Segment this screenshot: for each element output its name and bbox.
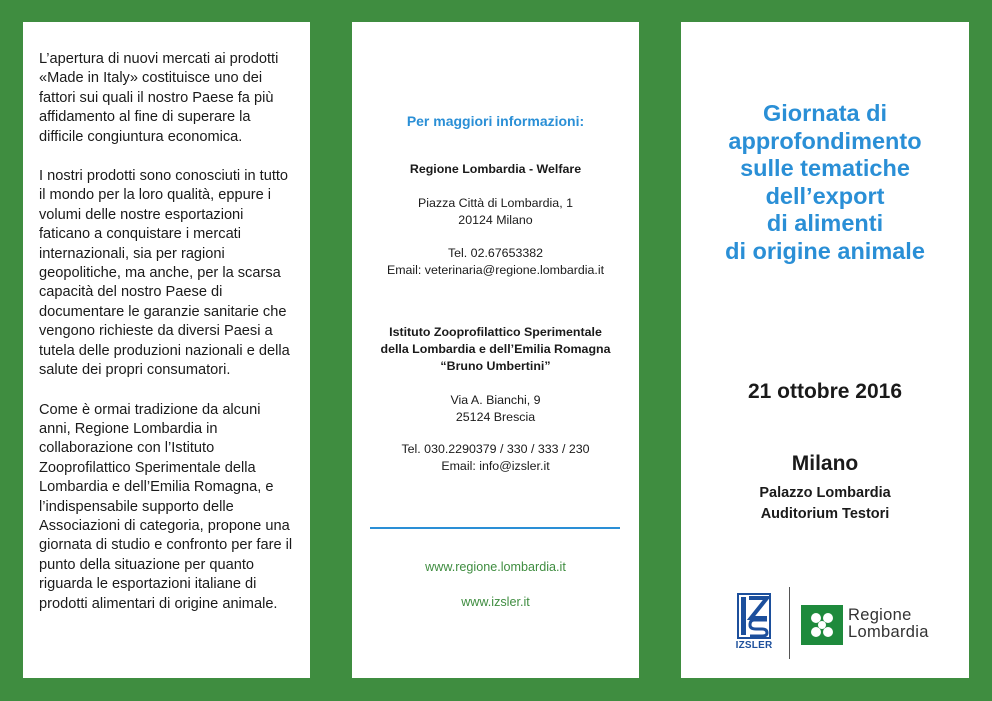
contact2-name-line3: “Bruno Umbertini” <box>440 359 551 373</box>
contact1-email[interactable]: Email: veterinaria@regione.lombardia.it <box>386 263 605 277</box>
regione-logo-line2: Lombardia <box>848 623 929 641</box>
tradition-paragraph: Come è ormai tradizione da alcuni anni, Regione Lombardia in collaborazione con l’Istituto Zooprofilattico Sperimentale della Lombardia e dell’Emilia Romagna, e l’indispensabile supporto delle Associazioni di categoria, propone una giornata di studio e confronto per fare il punto della situazione per quanto riguarda le esportazioni italiane di prodotti alimentari di origine animale. <box>39 401 293 612</box>
right-panel <box>681 22 969 678</box>
contact2-name <box>352 324 639 375</box>
event-venue <box>681 483 969 525</box>
regione-lombardia-logo-icon <box>801 605 843 645</box>
info-title: Per maggiori informazioni: <box>406 113 585 129</box>
contact2-phone: Tel. 030.2290379 / 330 / 333 / 230 <box>401 442 590 456</box>
contact1-contacts <box>352 245 639 279</box>
contact2-name-line1: Istituto Zooprofilattico Sperimentale <box>389 325 602 339</box>
contact1-phone: Tel. 02.67653382 <box>447 246 544 260</box>
venue-line2: Auditorium Testori <box>760 506 890 522</box>
event-date: 21 ottobre 2016 <box>747 380 903 403</box>
contact2-address <box>352 392 639 426</box>
event-title-line: di origine animale <box>725 237 925 264</box>
logo-divider <box>789 587 790 659</box>
divider-line <box>370 527 620 529</box>
regione-logo-line1: Regione <box>848 606 912 624</box>
middle-panel <box>352 22 639 678</box>
event-title <box>681 100 969 265</box>
contact2-contacts <box>352 441 639 475</box>
event-city: Milano <box>791 452 859 475</box>
event-title-line: di alimenti <box>766 210 884 236</box>
regione-link[interactable]: www.regione.lombardia.it <box>425 560 566 574</box>
venue-line1: Palazzo Lombardia <box>759 485 891 501</box>
contact1-address-line2: 20124 Milano <box>458 213 533 227</box>
products-paragraph: I nostri prodotti sono conosciuti in tutto il mondo per la loro qualità, eppure i volumi delle nostre esportazioni faticano a conquistare i mercati internazionali, sia per ragioni geopolitiche, ma anche, per la scarsa capacità del nostro Paese di documentare le garanzie sanitarie che vengono richieste da diversi Paesi a tutela delle produzioni nazionali e della salute dei propri consumatori. <box>39 168 290 379</box>
contact2-address-line1: Via A. Bianchi, 9 <box>450 393 541 407</box>
contact2-address-line2: 25124 Brescia <box>455 410 536 424</box>
izsler-logo-text: IZSLER <box>735 640 773 651</box>
event-title-line: dell’export <box>765 182 885 209</box>
contact2-email[interactable]: Email: info@izsler.it <box>441 459 550 473</box>
contact1-name: Regione Lombardia - Welfare <box>409 162 582 176</box>
contact1-address-line1: Piazza Città di Lombardia, 1 <box>418 196 573 210</box>
contact1-address <box>352 195 639 229</box>
left-panel <box>23 22 310 678</box>
event-title-line: approfondimento <box>728 127 922 154</box>
contact2-name-line2: della Lombardia e dell’Emilia Romagna <box>380 342 611 356</box>
event-title-line: sulle tematiche <box>740 155 910 181</box>
regione-lombardia-logo-text <box>848 607 929 641</box>
event-title-line: Giornata di <box>762 100 888 126</box>
intro-paragraph: L’apertura di nuovi mercati ai prodotti «Made in Italy» costituisce uno dei fattori sui quali il nostro Paese fa più affidamento al fine di superare la difficile congiuntura economica. <box>39 51 279 145</box>
izsler-link[interactable]: www.izsler.it <box>461 595 530 609</box>
